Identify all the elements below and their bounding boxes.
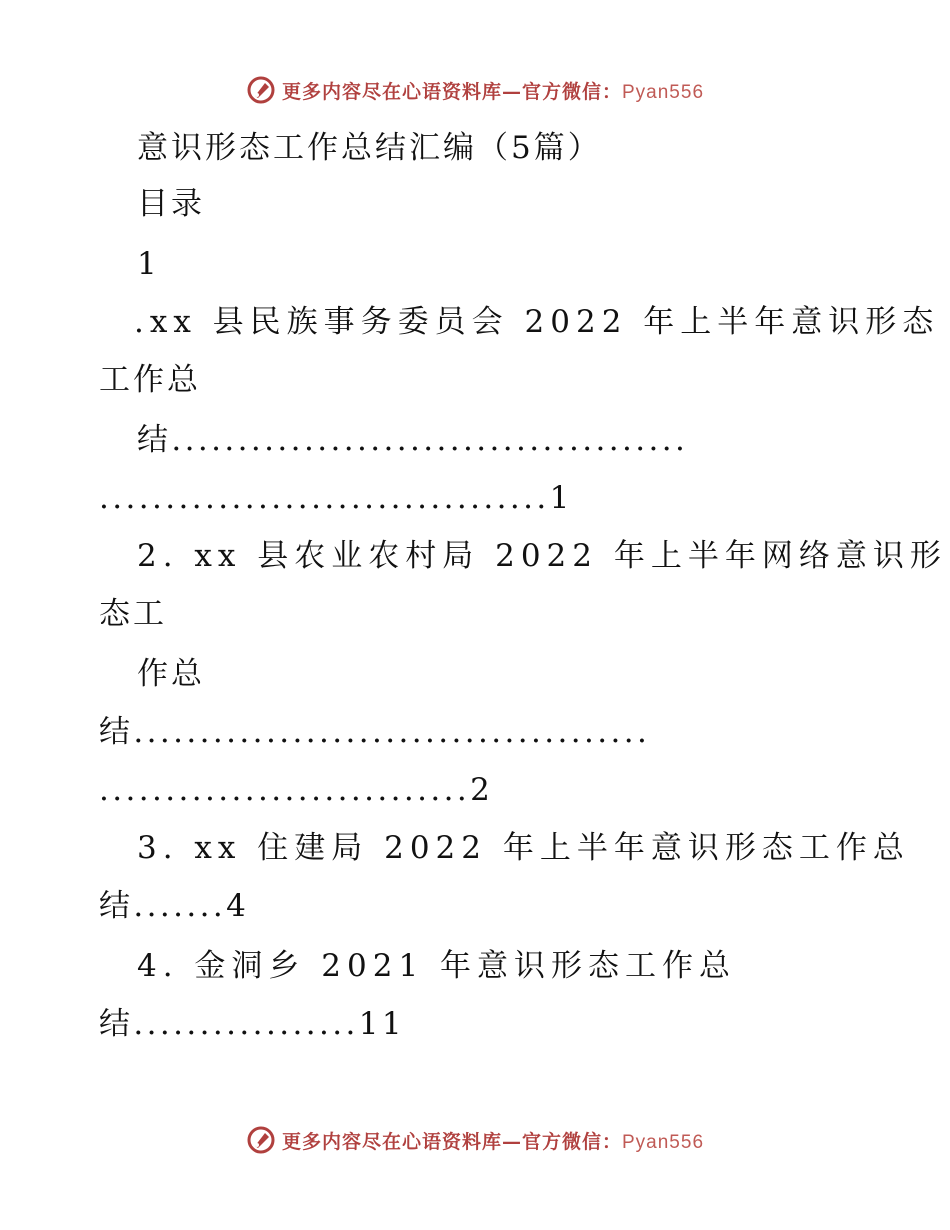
toc-entry-4-title[interactable]: 4. 金洞乡 2021 年意识形态工作总: [137, 948, 737, 984]
toc-entry-3-page[interactable]: 结.......4: [99, 888, 250, 924]
pen-nib-logo-icon: [246, 1125, 276, 1155]
watermark-text: 更多内容尽在心语资料库—官方微信：Pyan556: [281, 1130, 705, 1153]
toc-heading: 目录: [137, 186, 205, 222]
toc-entry-2-page[interactable]: ............................2: [99, 772, 494, 808]
header-watermark-banner: [0, 70, 950, 110]
toc-entry-1-title-cont[interactable]: 工作总: [99, 362, 201, 398]
footer-watermark-banner: [0, 1120, 950, 1160]
document-title: 意识形态工作总结汇编（5篇）: [137, 130, 602, 166]
toc-entry-2-title-cont-2[interactable]: 作总: [137, 656, 205, 692]
toc-entry-2-title[interactable]: 2. xx 县农业农村局 2022 年上半年网络意识形: [137, 538, 947, 574]
toc-entry-1-number: 1: [137, 246, 160, 282]
toc-entry-1-title[interactable]: .xx 县民族事务委员会 2022 年上半年意识形态: [134, 304, 940, 340]
toc-entry-2-title-cont[interactable]: 态工: [99, 596, 167, 632]
toc-entry-1-leader[interactable]: 结.......................................: [137, 422, 689, 458]
toc-entry-2-leader[interactable]: 结.......................................: [99, 714, 651, 750]
pen-nib-logo-icon: [246, 75, 276, 105]
toc-entry-3-title[interactable]: 3. xx 住建局 2022 年上半年意识形态工作总: [137, 830, 910, 866]
watermark-text: 更多内容尽在心语资料库—官方微信：Pyan556: [281, 80, 705, 103]
toc-entry-4-page[interactable]: 结.................11: [99, 1006, 405, 1042]
toc-entry-1-page[interactable]: ..................................1: [99, 480, 573, 516]
